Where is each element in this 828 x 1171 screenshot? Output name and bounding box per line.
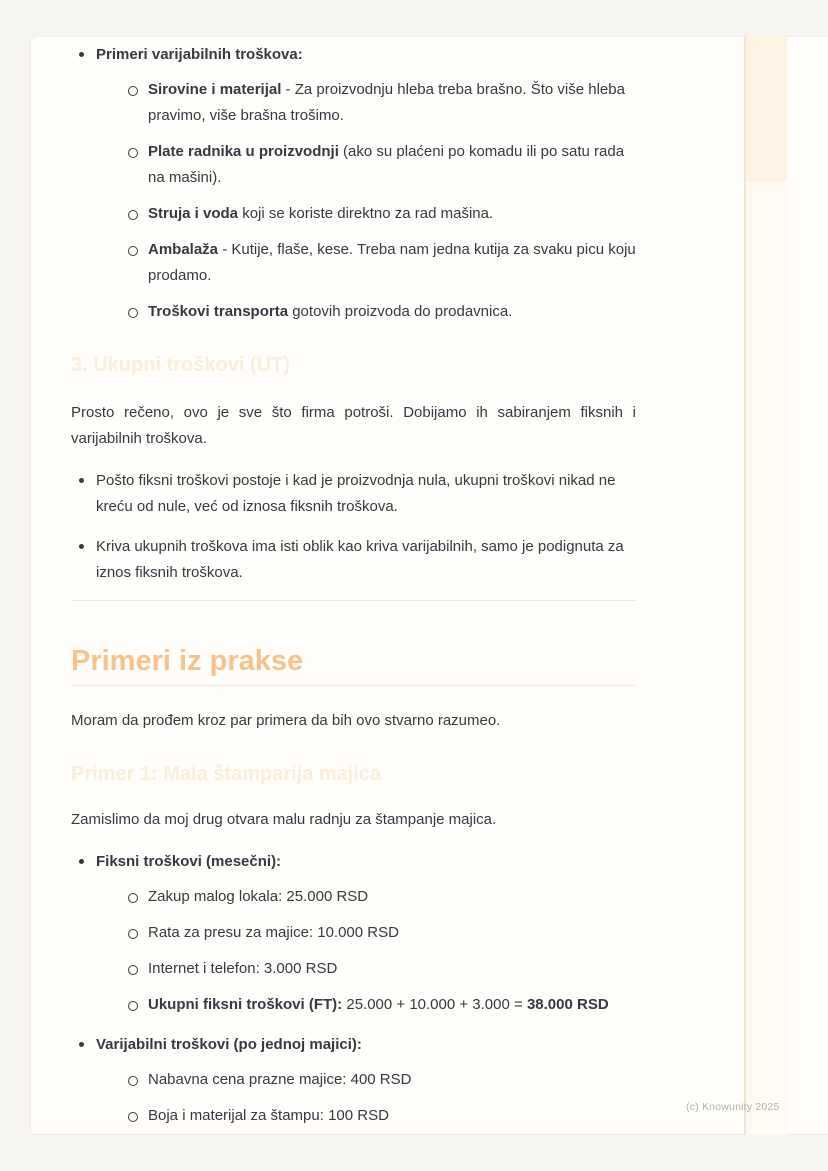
scrollbar-track[interactable] [746, 182, 787, 1135]
list-item: Internet i telefon: 3.000 RSD [123, 956, 636, 982]
list-item-term: Sirovine i materijal [148, 81, 282, 98]
list-item [71, 42, 636, 325]
list-item [123, 201, 636, 227]
list-item-title: Varijabilni troškovi (po jednoj majici): [96, 1036, 362, 1053]
list-item-total [123, 992, 636, 1018]
list-item: Zakup malog lokala: 25.000 RSD [123, 884, 636, 910]
heading-underline [71, 685, 636, 686]
list-item [71, 849, 636, 1018]
variable-costs-sublist [123, 1067, 636, 1129]
list-item-title: Fiksni troškovi (mesečni): [96, 853, 282, 870]
list-item: Pošto fiksni troškovi postoje i kad je proizvodnja nula, ukupni troškovi nikad ne kreću od nule, već od iznosa fiksnih troškova. [71, 468, 636, 520]
list-item-text: gotovih proizvoda do prodavnica. [288, 303, 513, 320]
section-heading-primer-1: Primer 1: Mala štamparija majica [71, 763, 382, 785]
list-item: Boja i materijal za štampu: 100 RSD [123, 1103, 636, 1129]
list-item [123, 77, 636, 129]
list-item-term: Troškovi transporta [148, 303, 289, 320]
list-item [123, 139, 636, 191]
list-item-text: (ako su plaćeni po komadu ili po satu rada na mašini). [148, 143, 625, 186]
list-item [123, 299, 636, 325]
list-item [123, 237, 636, 289]
page-right-edge [744, 36, 746, 1135]
list-item [71, 1032, 636, 1129]
paragraph: Prosto rečeno, ovo je sve što firma potroši. Dobijamo ih sabiranjem fiksnih i varijabilnih troškova. [71, 404, 636, 447]
list-item: Kriva ukupnih troškova ima isti oblik kao kriva varijabilnih, samo je podignuta za iznos fiksnih troškova. [71, 534, 636, 586]
horizontal-divider [71, 600, 636, 601]
list-item-title: Primeri varijabilnih troškova: [96, 46, 303, 63]
total-label: Ukupni fiksni troškovi (FT): [148, 996, 343, 1013]
list-item-term: Struja i voda [148, 205, 239, 222]
variable-examples-list [71, 42, 636, 325]
document-page [30, 36, 828, 1135]
document-content [71, 42, 636, 1129]
copyright-watermark: (c) Knowunity 2025 [686, 1101, 780, 1113]
fixed-costs-sublist [123, 884, 636, 1018]
list-item-term: Plate radnika u proizvodnji [148, 143, 339, 160]
total-result: 38.000 RSD [526, 996, 609, 1013]
list-item-text: koji se koriste direktno za rad mašina. [238, 205, 494, 222]
scrollbar-thumb[interactable] [746, 36, 787, 182]
example1-costs-list [71, 849, 636, 1129]
total-calc: 25.000 + 10.000 + 3.000 = [342, 996, 527, 1013]
paragraph: Zamislimo da moj drug otvara malu radnju za štampanje majica. [71, 811, 497, 828]
section-heading-primeri-iz-prakse: Primeri iz prakse [71, 645, 304, 677]
paragraph: Moram da prođem kroz par primera da bih ovo stvarno razumeo. [71, 712, 501, 729]
list-item-term: Ambalaža [148, 241, 219, 258]
section-heading-ukupni-troskovi: 3. Ukupni troškovi (UT) [71, 354, 290, 376]
variable-examples-sublist [123, 77, 636, 325]
list-item: Rata za presu za majice: 10.000 RSD [123, 920, 636, 946]
list-item-text: - Za proizvodnju hleba treba brašno. Što više hleba pravimo, više brašna trošimo. [148, 81, 625, 124]
list-item-text: - Kutije, flaše, kese. Treba nam jedna kutija za svaku picu koju prodamo. [148, 241, 636, 284]
total-costs-list [71, 468, 636, 586]
list-item: Nabavna cena prazne majice: 400 RSD [123, 1067, 636, 1093]
